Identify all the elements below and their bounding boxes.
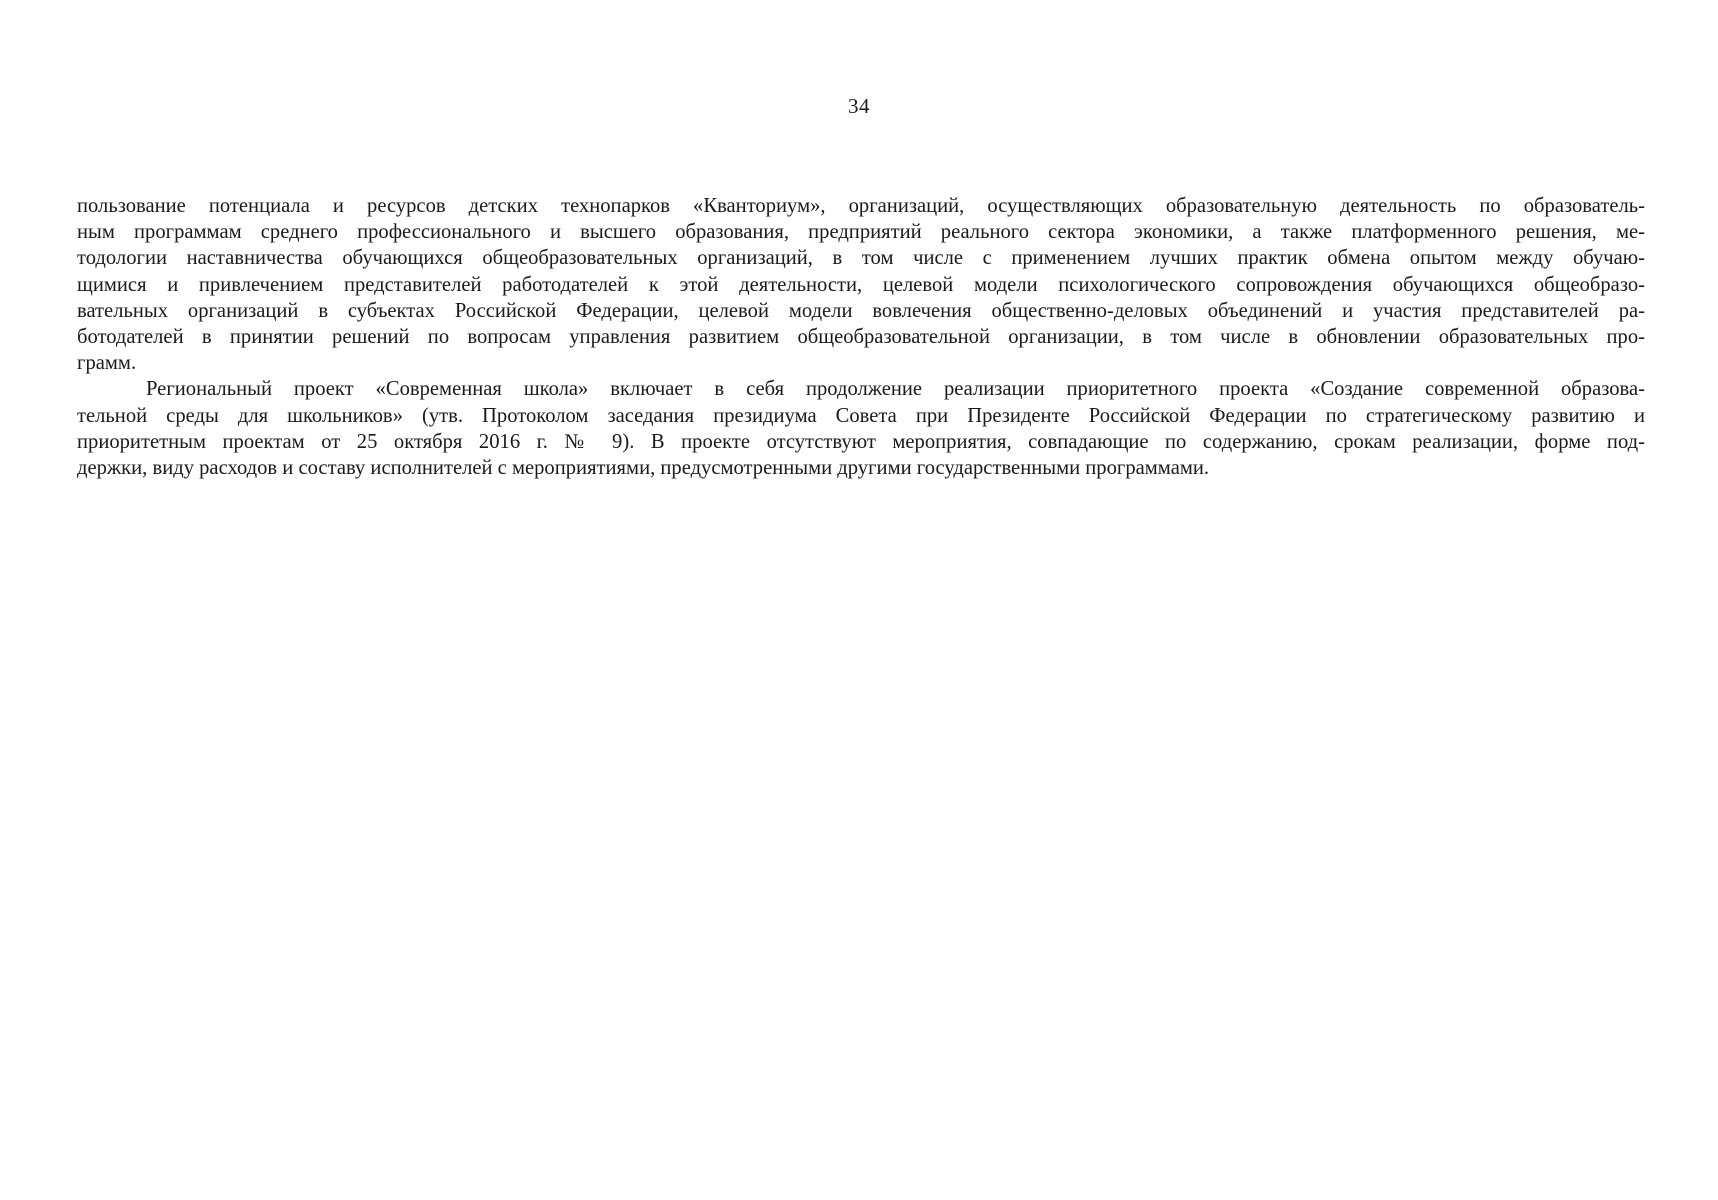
page-number: 34 <box>848 94 870 118</box>
text-line: вательных организаций в субъектах Российской Федерации, целевой модели вовлечения общественно-деловых объединений и участия представителей ра- <box>77 299 1645 322</box>
text-line: ботодателей в принятии решений по вопросам управления развитием общеобразовательной организации, в том числе в обновлении образовательных про- <box>77 325 1645 348</box>
text-line: ным программам среднего профессионального и высшего образования, предприятий реального сектора экономики, а также платформенного решения, ме- <box>77 221 1645 244</box>
text-line: грамм. <box>77 352 137 375</box>
paragraph-1 <box>77 193 1645 376</box>
text-line: щимися и привлечением представителей работодателей к этой деятельности, целевой модели психологического сопровождения обучающихся общеобразо- <box>77 273 1645 296</box>
paragraph-2 <box>77 376 1645 481</box>
text-line: держки, виду расходов и составу исполнителей с мероприятиями, предусмотренными другими государственными программами. <box>77 456 1210 479</box>
text-line: тельной среды для школьников» (утв. Протоколом заседания президиума Совета при Президенте Российской Федерации по стратегическому развитию и <box>77 404 1645 427</box>
body-text <box>77 193 1645 481</box>
text-line: приоритетным проектам от 25 октября 2016 г. № 9). В проекте отсутствуют мероприятия, совпадающие по содержанию, срокам реализации, форме под- <box>77 430 1645 453</box>
text-line: пользование потенциала и ресурсов детских технопарков «Кванториум», организаций, осуществляющих образовательную деятельность по образователь- <box>77 195 1645 217</box>
text-line: тодологии наставничества обучающихся общеобразовательных организаций, в том числе с применением лучших практик обмена опытом между обучаю- <box>77 247 1645 270</box>
text-line: Региональный проект «Современная школа» включает в себя продолжение реализации приоритетного проекта «Создание современной образова- <box>146 378 1645 401</box>
